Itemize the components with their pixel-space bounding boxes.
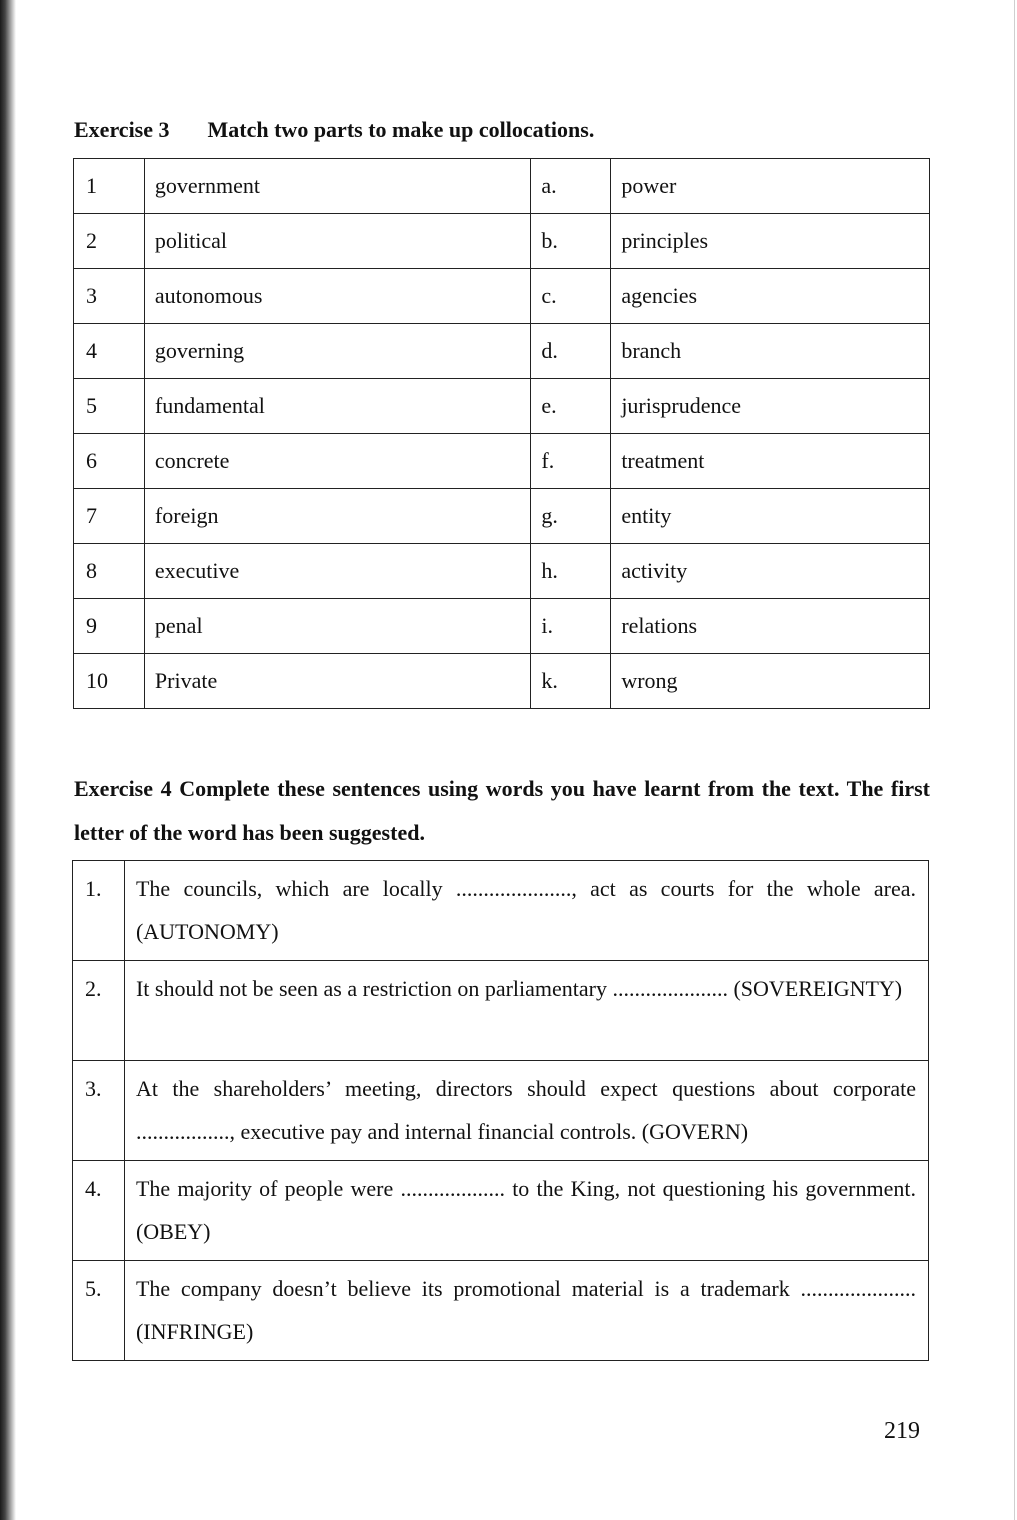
- row-number: 6: [74, 434, 145, 489]
- sentence-number: 4.: [73, 1161, 125, 1261]
- right-term: wrong: [611, 654, 930, 709]
- sentence-text: The majority of people were ................... to the King, not questioning his government. (OBEY): [124, 1161, 928, 1261]
- left-term: penal: [144, 599, 531, 654]
- right-letter: i.: [531, 599, 611, 654]
- right-term: power: [611, 159, 930, 214]
- scan-binding-edge: [0, 0, 16, 1520]
- left-term: governing: [144, 324, 531, 379]
- exercise-3-heading: [74, 108, 934, 152]
- row-number: 10: [74, 654, 145, 709]
- right-letter: h.: [531, 544, 611, 599]
- sentence-row: [73, 1061, 929, 1161]
- right-term: agencies: [611, 269, 930, 324]
- row-number: 1: [74, 159, 145, 214]
- right-term: principles: [611, 214, 930, 269]
- sentence-row: [73, 1161, 929, 1261]
- right-letter: g.: [531, 489, 611, 544]
- row-number: 7: [74, 489, 145, 544]
- right-term: entity: [611, 489, 930, 544]
- row-number: 4: [74, 324, 145, 379]
- row-number: 2: [74, 214, 145, 269]
- row-number: 9: [74, 599, 145, 654]
- left-term: Private: [144, 654, 531, 709]
- scan-right-edge: [1014, 0, 1015, 1520]
- right-term: relations: [611, 599, 930, 654]
- sentence-number: 3.: [73, 1061, 125, 1161]
- sentence-number: 2.: [73, 961, 125, 1061]
- collocation-row: [74, 324, 930, 379]
- collocation-row: [74, 544, 930, 599]
- left-term: concrete: [144, 434, 531, 489]
- right-letter: e.: [531, 379, 611, 434]
- sentence-text: The councils, which are locally ....................., act as courts for the whole area. (AUTONOMY): [124, 861, 928, 961]
- sentence-row: [73, 961, 929, 1061]
- sentence-number: 5.: [73, 1261, 125, 1361]
- collocation-row: [74, 654, 930, 709]
- sentence-row: [73, 1261, 929, 1361]
- sentence-text: It should not be seen as a restriction on parliamentary ..................... (SOVEREIGNTY): [124, 961, 928, 1061]
- row-number: 5: [74, 379, 145, 434]
- right-letter: f.: [531, 434, 611, 489]
- left-term: foreign: [144, 489, 531, 544]
- right-letter: d.: [531, 324, 611, 379]
- row-number: 8: [74, 544, 145, 599]
- left-term: government: [144, 159, 531, 214]
- right-letter: c.: [531, 269, 611, 324]
- collocation-row: [74, 269, 930, 324]
- sentence-row: [73, 861, 929, 961]
- right-term: branch: [611, 324, 930, 379]
- sentence-text: At the shareholders’ meeting, directors should expect questions about corporate ................., executive pay and internal financial controls. (GOVERN): [124, 1061, 928, 1161]
- row-number: 3: [74, 269, 145, 324]
- collocation-row: [74, 379, 930, 434]
- collocation-row: [74, 159, 930, 214]
- collocation-row: [74, 434, 930, 489]
- right-term: treatment: [611, 434, 930, 489]
- sentence-text: The company doesn’t believe its promotional material is a trademark ..................... (INFRINGE): [124, 1261, 928, 1361]
- collocation-table: [73, 158, 930, 709]
- collocation-row: [74, 214, 930, 269]
- right-term: activity: [611, 544, 930, 599]
- left-term: political: [144, 214, 531, 269]
- left-term: executive: [144, 544, 531, 599]
- exercise-3-label: Exercise 3: [74, 117, 170, 142]
- left-term: autonomous: [144, 269, 531, 324]
- left-term: fundamental: [144, 379, 531, 434]
- sentence-completion-table: [72, 860, 929, 1361]
- collocation-row: [74, 599, 930, 654]
- right-letter: a.: [531, 159, 611, 214]
- exercise-3-instruction: Match two parts to make up collocations.: [207, 117, 595, 142]
- right-letter: k.: [531, 654, 611, 709]
- sentence-number: 1.: [73, 861, 125, 961]
- collocation-row: [74, 489, 930, 544]
- right-term: jurisprudence: [611, 379, 930, 434]
- page-number: 219: [884, 1418, 920, 1444]
- right-letter: b.: [531, 214, 611, 269]
- exercise-4-heading: Exercise 4 Complete these sentences using words you have learnt from the text. The first letter of the word has been suggested.: [74, 776, 930, 845]
